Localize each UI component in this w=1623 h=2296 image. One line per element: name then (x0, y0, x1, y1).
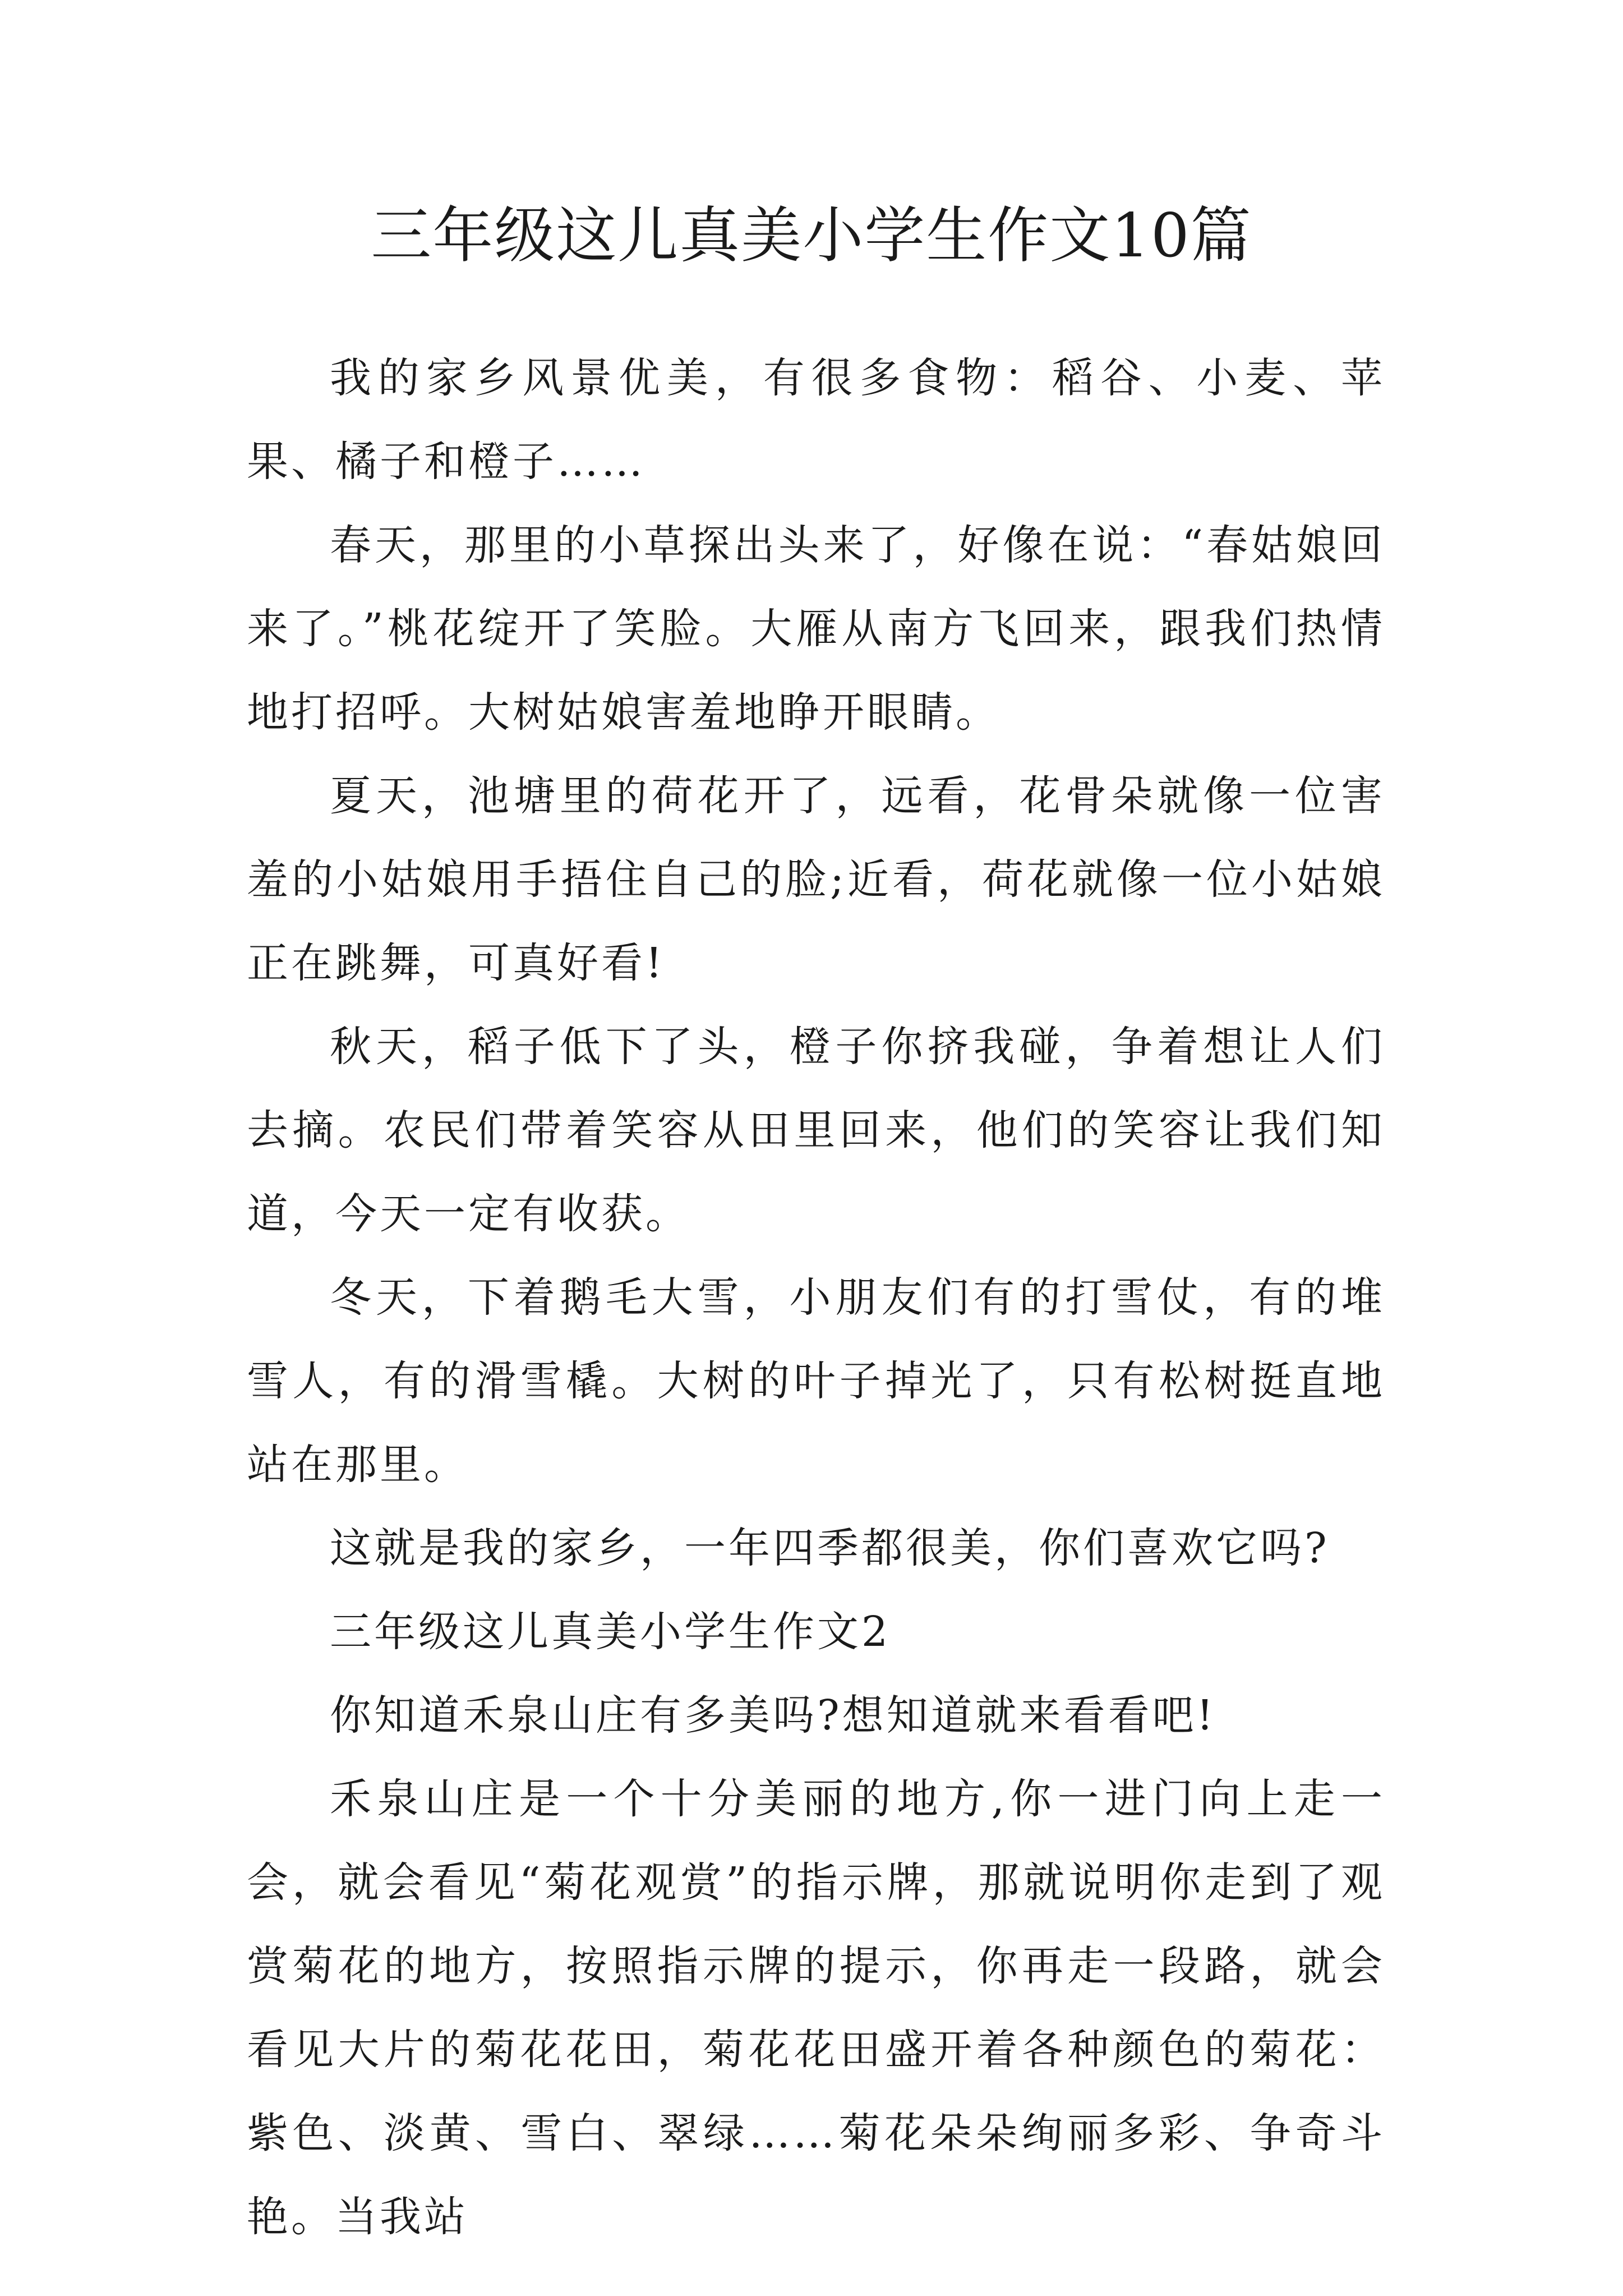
paragraph: 禾泉山庄是一个十分美丽的地方,你一进门向上走一会，就会看见“菊花观赏”的指示牌，那就说明你走到了观赏菊花的地方，按照指示牌的提示，你再走一段路，就会看见大片的菊花花田，菊花花田盛开着各种颜色的菊花：紫色、淡黄、雪白、翠绿……菊花朵朵绚丽多彩、争奇斗艳。当我站 (247, 1775, 1385, 2241)
paragraph: 我的家乡风景优美，有很多食物：稻谷、小麦、苹果、橘子和橙子…… (247, 354, 1385, 486)
paragraph: 你知道禾泉山庄有多美吗?想知道就来看看吧! (330, 1691, 1216, 1740)
paragraph: 春天，那里的小草探出头来了，好像在说：“春姑娘回来了。”桃花绽开了笑脸。大雁从南方飞回来，跟我们热情地打招呼。大树姑娘害羞地睁开眼睛。 (247, 521, 1385, 737)
document-title: 三年级这儿真美小学生作文10篇 (371, 201, 1252, 271)
paragraph: 夏天，池塘里的荷花开了，远看，花骨朵就像一位害羞的小姑娘用手捂住自己的脸;近看，荷花就像一位小姑娘正在跳舞，可真好看! (247, 772, 1385, 987)
document-body (247, 337, 1385, 2259)
paragraph: 秋天，稻子低下了头，橙子你挤我碰，争着想让人们去摘。农民们带着笑容从田里回来，他们的笑容让我们知道，今天一定有收获。 (247, 1023, 1385, 1238)
section-heading: 三年级这儿真美小学生作文2 (330, 1608, 891, 1656)
paragraph: 这就是我的家乡，一年四季都很美，你们喜欢它吗? (330, 1524, 1330, 1572)
paragraph: 冬天，下着鹅毛大雪，小朋友们有的打雪仗，有的堆雪人，有的滑雪橇。大树的叶子掉光了，只有松树挺直地站在那里。 (247, 1273, 1385, 1489)
